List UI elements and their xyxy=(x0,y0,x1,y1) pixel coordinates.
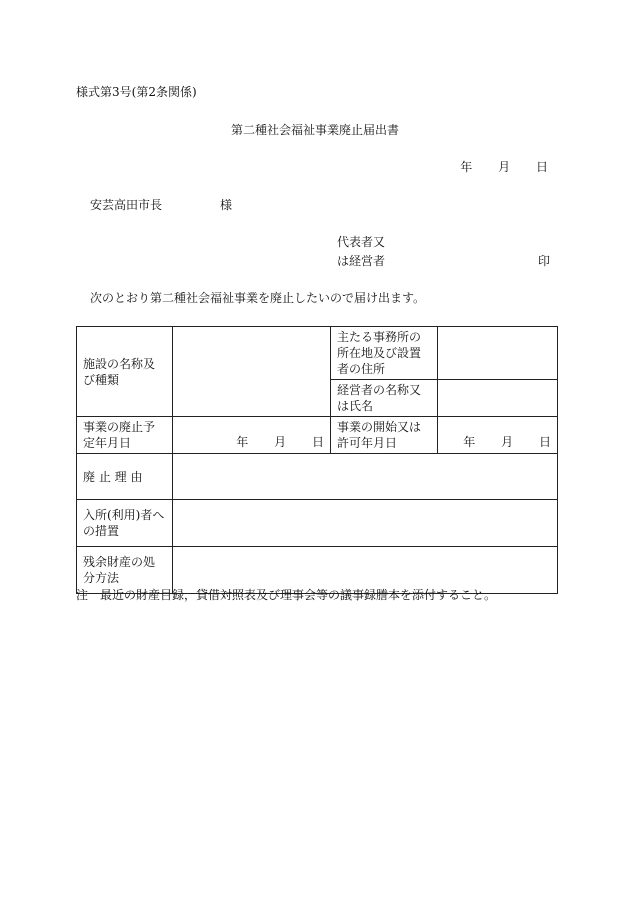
date-line xyxy=(460,161,548,173)
office-address-field[interactable] xyxy=(438,327,558,380)
planned-closure-date-field[interactable] xyxy=(173,417,331,454)
residents-measures-field[interactable] xyxy=(173,500,558,547)
representative-label-line2: は経営者 xyxy=(337,254,386,268)
closure-form-table xyxy=(76,326,558,594)
planned-closure-label: 事業の廃止予定年月日 xyxy=(77,417,173,454)
attachment-note: 注 最近の財産目録，貸借対照表及び理事会等の議事録謄本を添付すること。 xyxy=(76,588,497,602)
addressee-name: 安芸高田市長 xyxy=(90,198,163,212)
representative-label-line1: 代表者又 xyxy=(337,235,386,249)
start-day: 日 xyxy=(538,435,551,449)
intro-text: 次のとおり第二種社会福祉事業を廃止したいので届け出ます。 xyxy=(90,291,426,305)
date-day: 日 xyxy=(535,160,548,174)
planned-closure-day: 日 xyxy=(311,435,324,449)
planned-closure-year: 年 xyxy=(236,435,249,449)
closure-reason-label: 廃 止 理 由 xyxy=(77,454,173,500)
document-title: 第二種社会福祉事業廃止届出書 xyxy=(230,123,399,137)
office-address-label: 主たる事務所の所在地及び設置者の住所 xyxy=(331,327,438,380)
remaining-assets-field[interactable] xyxy=(173,547,558,594)
date-month: 月 xyxy=(498,160,511,174)
start-year: 年 xyxy=(463,435,476,449)
residents-measures-label: 入所(利用)者への措置 xyxy=(77,500,173,547)
facility-name-field[interactable] xyxy=(173,327,331,417)
addressee-honorific: 様 xyxy=(220,198,233,212)
date-year: 年 xyxy=(460,160,473,174)
seal-mark: 印 xyxy=(538,254,551,268)
start-date-field[interactable] xyxy=(438,417,558,454)
operator-name-field[interactable] xyxy=(438,380,558,417)
facility-name-label: 施設の名称及び種類 xyxy=(77,327,173,417)
start-month: 月 xyxy=(501,435,514,449)
closure-reason-field[interactable] xyxy=(173,454,558,500)
start-date-label: 事業の開始又は許可年月日 xyxy=(331,417,438,454)
remaining-assets-label: 残余財産の処分方法 xyxy=(77,547,173,594)
operator-name-label: 経営者の名称又は氏名 xyxy=(331,380,438,417)
form-number: 様式第3号(第2条関係) xyxy=(76,85,197,99)
planned-closure-month: 月 xyxy=(274,435,287,449)
